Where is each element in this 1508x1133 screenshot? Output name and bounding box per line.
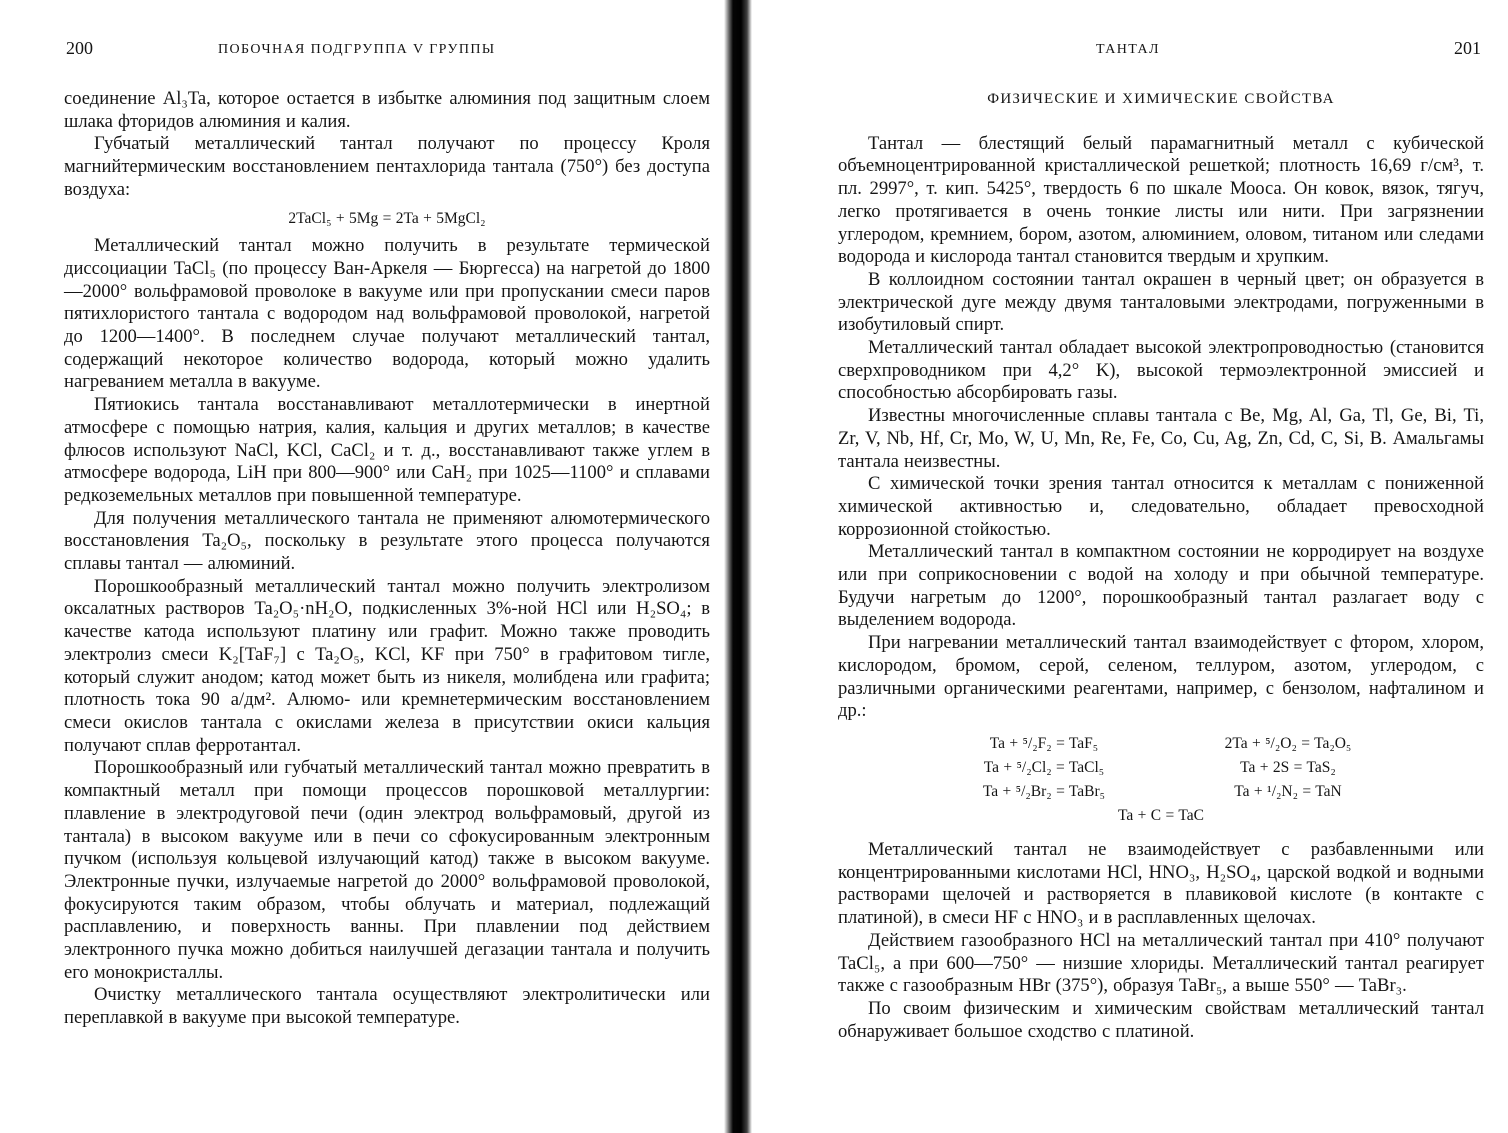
paragraph: Металлический тантал не взаимодействует с разбавленными или концентрированными кислотами HCl, HNO₃, H₂SO₄, царской водкой и водными растворами щелочей и растворяется в плавиковой кислоте (в контакте с платиной), в смеси HF с HNO₃ и в расплавленных щелочах. [838,838,1484,929]
paragraph: Металлический тантал можно получить в результате термической диссоциации TaCl₅ (по процессу Ван-Аркеля — Бюргесса) на нагретой до 1800—2000° вольфрамовой проволоке в вакууме или при пропускании смеси паров пятихлористого тантала с водородом над вольфрамовой проволокой, нагретой до 1200—1400°. В последнем случае получают металлический тантал, содержащий некоторое количество водорода, который можно удалить нагреванием металла в вакууме. [64,235,710,393]
right-text-block [838,88,1484,1043]
paragraph: По своим физическим и химическим свойствам металлический тантал обнаруживает большое сходство с платиной. [838,997,1484,1042]
paragraph: Металлический тантал обладает высокой электропроводностью (становится сверхпроводником при 4,2° K), высокой термоэлектронной эмиссией и способностью абсорбировать газы. [838,337,1484,404]
paragraph: соединение Al₃Ta, которое остается в избытке алюминия под защитным слоем шлака фторидов алюминия и калия. [64,88,710,132]
right-page [760,0,1508,1133]
left-text-block [64,88,710,1030]
paragraph: Порошкообразный металлический тантал можно получить электролизом оксалатных растворов Ta₂O₅·nH₂O, подкисленных 3%-ной HCl или H₂SO₄; в качестве катода используют платину или графит. Можно также проводить электролиз смеси K₂[TaF₇] с Ta₂O₅, KCl, KF при 750° в графитовом тигле, который служит анодом; катод может быть из никеля, молибдена или графита; плотность тока 90 а/дм². Алюмо- или кремнетермическим восстановлением смеси окислов тантала с окислами железа в присутствии окиси кальция получают сплав ферротантал. [64,575,710,756]
running-head: ПОБОЧНАЯ ПОДГРУППА V ГРУППЫ [218,42,496,57]
equation: Ta + ⁵/₂Br₂ = TaBr₅ [982,782,1106,800]
paragraph: Известны многочисленные сплавы тантала с Be, Mg, Al, Ga, Tl, Ge, Bi, Ti, Zr, V, Nb, Hf, Cr, Mo, W, U, Mn, Re, Fe, Co, Cu, Ag, Zn, Cd, C, Si, B. Амальгамы тантала неизвестны. [838,405,1484,472]
book-spine-gutter [724,0,752,1133]
paragraph: С химической точки зрения тантал относится к металлам с пониженной химической активностью и, следовательно, обладает превосходной коррозионной стойкостью. [838,473,1484,540]
paragraph: В коллоидном состоянии тантал окрашен в черный цвет; он образуется в электрической дуге между двумя танталовыми электродами, погруженными в изобутиловый спирт. [838,268,1484,336]
equation: Ta + 2S = TaS₂ [1240,758,1336,776]
reaction-equations [838,733,1484,827]
page-number: 200 [66,38,93,58]
equation: Ta + ⁵/₂F₂ = TaF₅ [989,734,1099,752]
paragraph: Действием газообразного HCl на металлический тантал при 410° получают TaCl₅, а при 600—750° — низшие хлориды. Металлический тантал реагирует также с газообразным HBr (375°), образуя TaBr₅, а выше 550° — TaBr₃. [838,929,1484,997]
equation: 2TaCl₅ + 5Mg = 2Ta + 5MgCl₂ [288,209,486,227]
running-head: ТАНТАЛ [1096,42,1160,57]
equation: Ta + C = TaC [1118,806,1204,824]
paragraph: Пятиокись тантала восстанавливают металлотермически в инертной атмосфере с помощью натрия, калия, кальция и других металлов; в качестве флюсов используют NaCl, KCl, CaCl₂ и т. д., восстанавливают также углем в атмосфере водорода, LiH при 800—900° или CaH₂ при 1025—1100° и сплавами редкоземельных металлов при повышенной температуре. [64,394,710,506]
paragraph: Металлический тантал в компактном состоянии не корродирует на воздухе или при соприкосновении с водой на холоду и при обычной температуре. Будучи нагретым до 1200°, порошкообразный тантал разлагает воду с выделением водорода. [838,541,1484,631]
paragraph: Очистку металлического тантала осуществляют электролитически или переплавкой в вакууме при высокой температуре. [64,984,710,1029]
equation: 2Ta + ⁵/₂O₂ = Ta₂O₅ [1224,734,1352,752]
equation: Ta + ¹/₂N₂ = TaN [1234,782,1342,800]
section-title: ФИЗИЧЕСКИЕ И ХИМИЧЕСКИЕ СВОЙСТВА [987,91,1335,107]
paragraph: При нагревании металлический тантал взаимодействует с фтором, хлором, кислородом, бромом, серой, селеном, теллуром, азотом, углеродом, с различными органическими реагентами, например, с бензолом, нафталином и др.: [838,632,1484,722]
left-page [0,0,720,1133]
paragraph: Для получения металлического тантала не применяют алюмотермического восстановления Ta₂O₅, поскольку в результате этого процесса получаются сплавы тантал — алюминий. [64,507,710,575]
paragraph: Губчатый металлический тантал получают по процессу Кроля магнийтермическим восстановлением пентахлорида тантала (750°) без доступа воздуха: [64,133,710,200]
paragraph: Тантал — блестящий белый парамагнитный металл с кубической объемноцентрированной кристаллической решеткой; плотность 16,69 г/см³, т. пл. 2997°, т. кип. 5425°, твердость 6 по шкале Мооса. Он ковок, вязок, тягуч, легко протягивается в очень тонкие листы или нити. При загрязнении углеродом, кремнием, бором, азотом, алюминием, оловом, титаном или следами водорода и кислорода тантал становится твердым и хрупким. [838,132,1484,268]
paragraph: Порошкообразный или губчатый металлический тантал можно превратить в компактный металл при помощи процессов порошковой металлургии: плавление в электродуговой печи (один электрод вольфрамовый, другой из тантала) в высоком вакууме или в печи со сфокусированным электронным пучком (используя кольцевой излучающий катод) также в высоком вакууме. Электронные пучки, излучаемые нагретой до 2000° вольфрамовой проволокой, фокусируются таким образом, чтобы облучать и материал, подлежащий расплавлению, и поверхность ванны. При плавлении под действием электронного пучка можно добиться наилучшей дегазации тантала и получить его монокристаллы. [64,757,710,983]
page-number: 201 [1454,38,1481,58]
equation: Ta + ⁵/₂Cl₂ = TaCl₅ [983,758,1105,776]
